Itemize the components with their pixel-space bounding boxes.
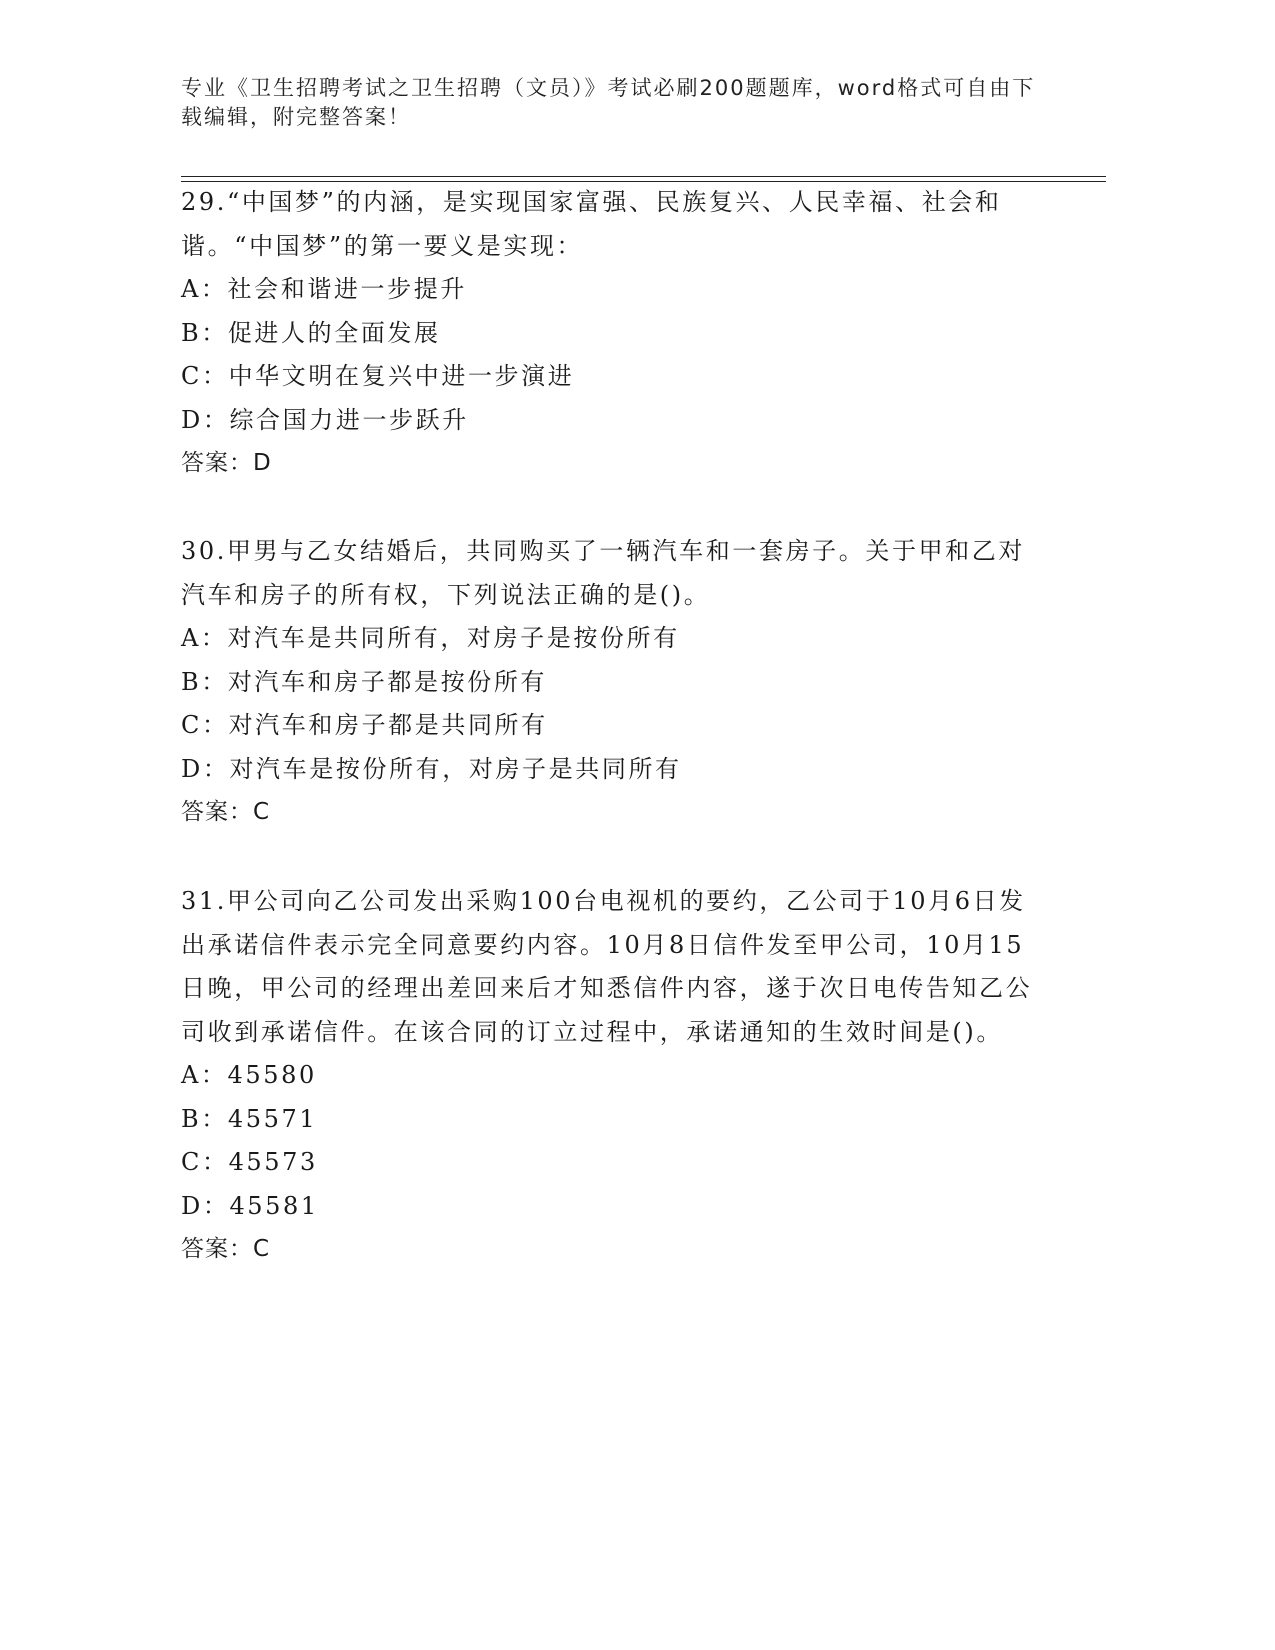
option-d: D：对汽车是按份所有，对房子是共同所有 (181, 754, 682, 783)
answer: 答案：C (181, 799, 271, 825)
option-b: B：45571 (181, 1104, 318, 1133)
answer: 答案：D (181, 450, 272, 476)
document-header: 专业《卫生招聘考试之卫生招聘（文员）》考试必刷200题题库，word格式可自由下载编辑，附完整答案！ (181, 76, 1036, 129)
option-b: B：对汽车和房子都是按份所有 (181, 667, 548, 696)
header-rule-top (181, 176, 1106, 177)
question-29 (181, 181, 1041, 486)
option-b: B：促进人的全面发展 (181, 318, 441, 347)
question-30 (181, 530, 1041, 835)
option-c: C：对汽车和房子都是共同所有 (181, 711, 548, 739)
question-stem: 29.“中国梦”的内涵，是实现国家富强、民族复兴、人民幸福、社会和谐。“中国梦”的第一要义是实现： (181, 188, 1002, 260)
option-a: A：社会和谐进一步提升 (181, 275, 467, 303)
option-c: C：中华文明在复兴中进一步演进 (181, 362, 575, 390)
option-d: D：综合国力进一步跃升 (181, 405, 469, 434)
answer: 答案：C (181, 1236, 271, 1262)
option-a: A：45580 (181, 1061, 317, 1089)
option-c: C：45573 (181, 1148, 318, 1176)
option-a: A：对汽车是共同所有，对房子是按份所有 (181, 624, 680, 652)
question-31 (181, 880, 1041, 1272)
question-stem: 31.甲公司向乙公司发出采购100台电视机的要约，乙公司于10月6日发出承诺信件表示完全同意要约内容。10月8日信件发至甲公司，10月15日晚，甲公司的经理出差回来后才知悉信件内容，遂于次日电传告知乙公司收到承诺信件。在该合同的订立过程中，承诺通知的生效时间是()。 (181, 887, 1033, 1046)
option-d: D：45581 (181, 1191, 319, 1220)
question-stem: 30.甲男与乙女结婚后，共同购买了一辆汽车和一套房子。关于甲和乙对汽车和房子的所有权，下列说法正确的是()。 (181, 537, 1025, 609)
